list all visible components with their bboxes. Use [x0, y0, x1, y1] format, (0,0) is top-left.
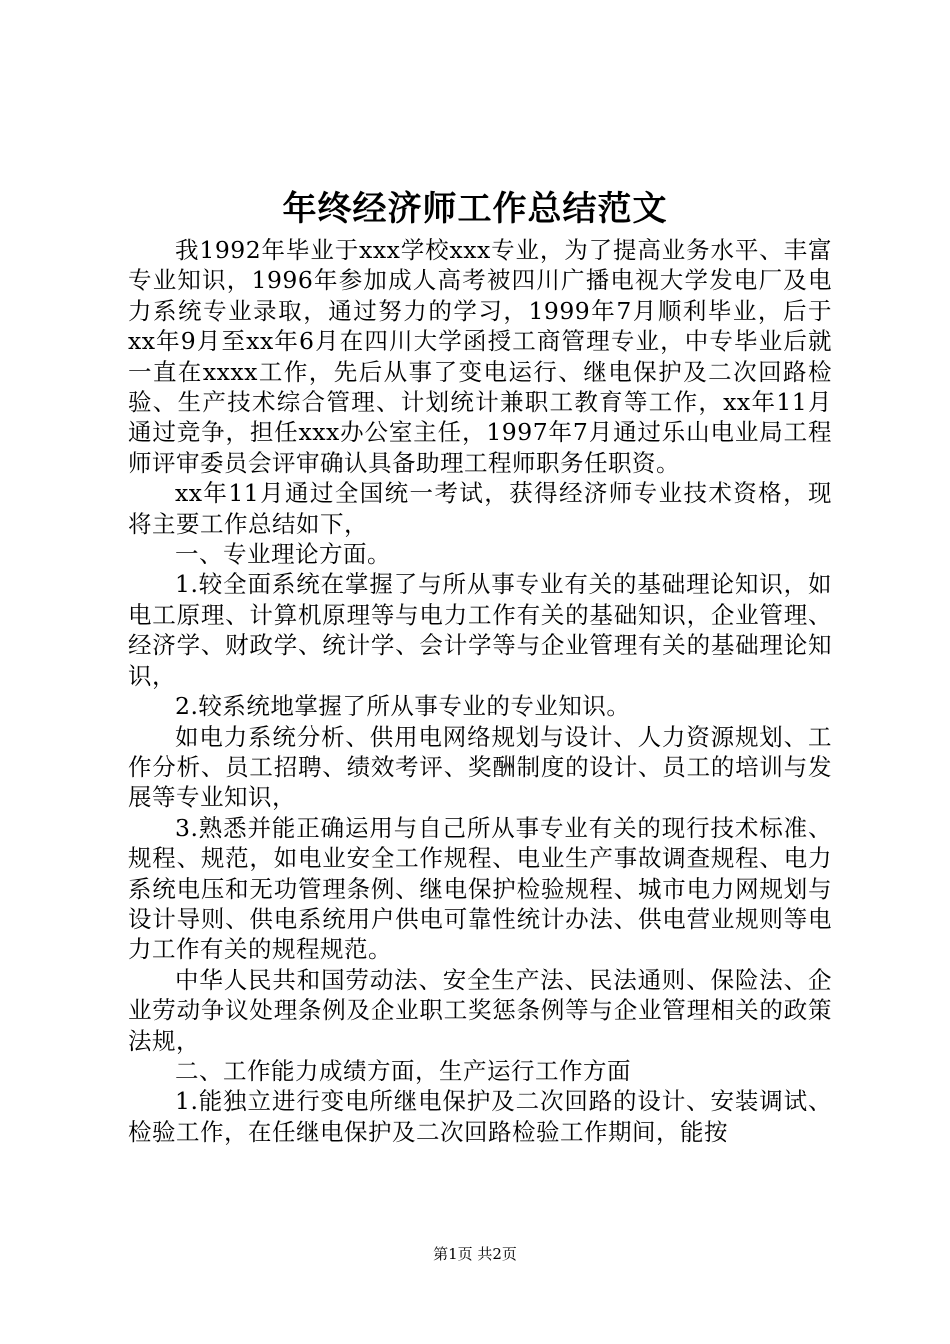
document-title: 年终经济师工作总结范文: [282, 189, 668, 229]
paragraph: xx年11月通过全国统一考试，获得经济师专业技术资格，现将主要工作总结如下，: [128, 479, 832, 538]
section-heading: 一、专业理论方面。: [175, 540, 391, 569]
section-heading: 二、工作能力成绩方面，生产运行工作方面: [175, 1056, 631, 1085]
paragraph: 3.熟悉并能正确运用与自己所从事专业有关的现行技术标准、规程、规范，如电业安全工作规程、电业生产事故调查规程、电力系统电压和无功管理条例、继电保护检验规程、城市电力网规划与设计导则、供电系统用户供电可靠性统计办法、供电营业规则等电力工作有关的规程规范。: [128, 813, 832, 964]
paragraph: 我1992年毕业于xxx学校xxx专业，为了提高业务水平、丰富专业知识，1996年参加成人高考被四川广播电视大学发电厂及电力系统专业录取，通过努力的学习，1999年7月顺利毕业，后于xx年9月至xx年6月在四川大学函授工商管理专业，中专毕业后就一直在xxxx工作，先后从事了变电运行、继电保护及二次回路检验、生产技术综合管理、计划统计兼职工教育等工作，xx年11月通过竞争，担任xxx办公室主任，1997年7月通过乐山电业局工程师评审委员会评审确认具备助理工程师职务任职资。: [128, 236, 832, 477]
paragraph: 1.较全面系统在掌握了与所从事专业有关的基础理论知识，如电工原理、计算机原理等与电力工作有关的基础知识，企业管理、经济学、财政学、统计学、会计学等与企业管理有关的基础理论知识，: [128, 570, 832, 690]
page-footer: 第1页 共2页: [433, 1245, 517, 1263]
document-body: [128, 235, 832, 1147]
paragraph: 如电力系统分析、供用电网络规划与设计、人力资源规划、工作分析、员工招聘、绩效考评、奖酬制度的设计、员工的培训与发展等专业知识，: [128, 722, 832, 812]
paragraph: 2.较系统地掌握了所从事专业的专业知识。: [175, 692, 631, 721]
paragraph: 中华人民共和国劳动法、安全生产法、民法通则、保险法、企业劳动争议处理条例及企业职工奖惩条例等与企业管理相关的政策法规，: [128, 965, 832, 1055]
paragraph: 1.能独立进行变电所继电保护及二次回路的设计、安装调试、检验工作，在任继电保护及二次回路检验工作期间，能按: [128, 1087, 832, 1146]
